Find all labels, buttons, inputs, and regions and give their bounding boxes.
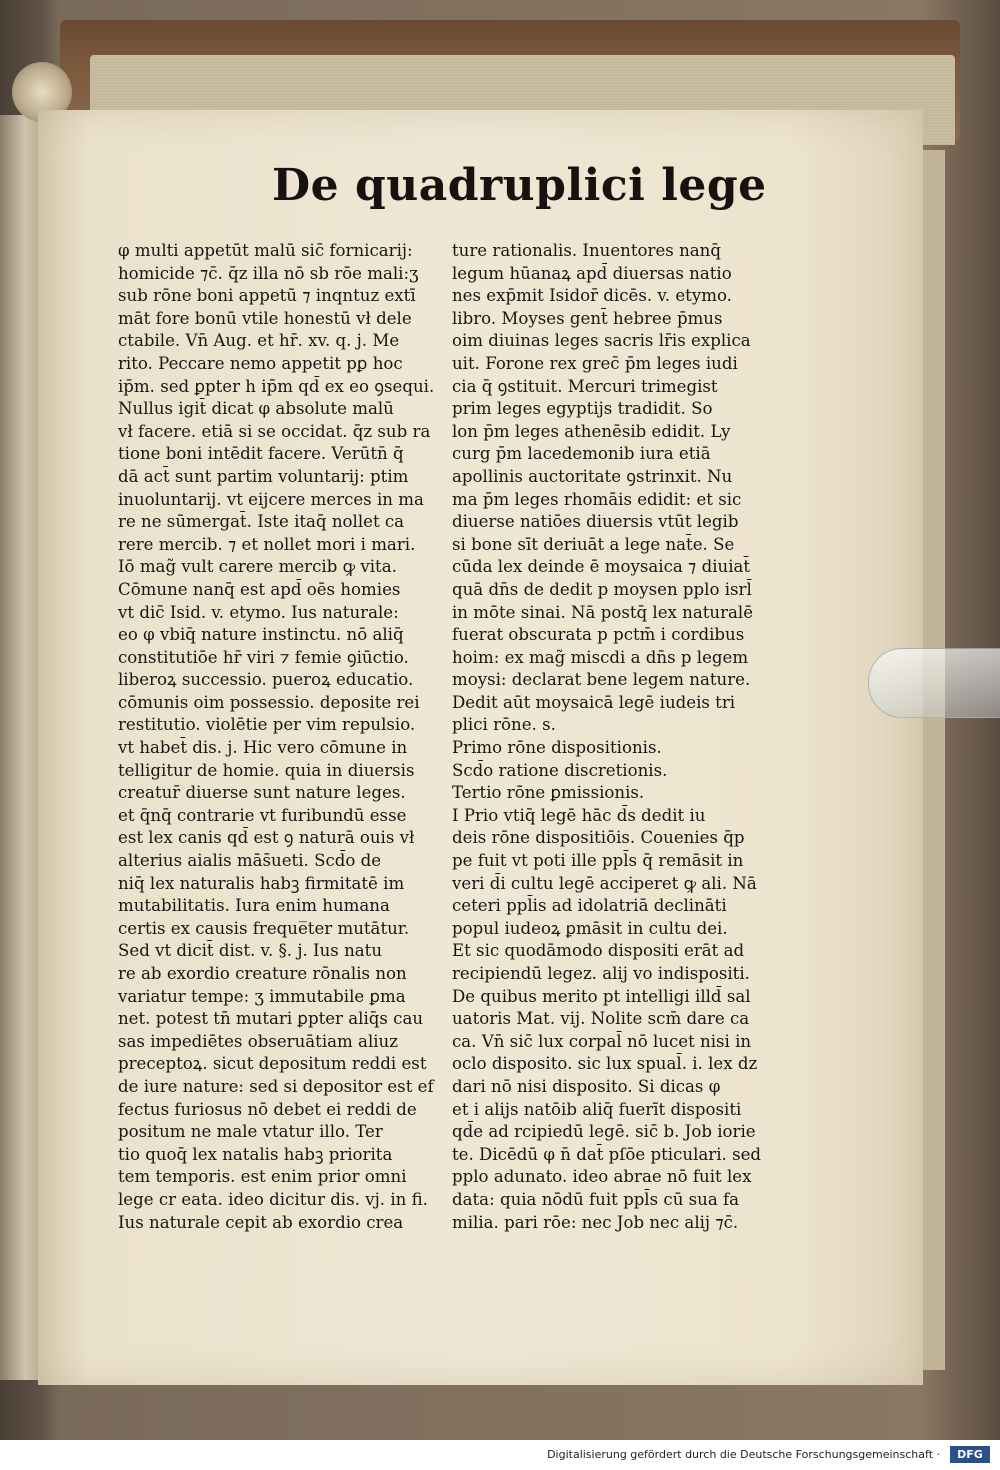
- text-line: qd̄e ad rcipiedū legē. sic̄ b. Job iorie: [452, 1122, 756, 1142]
- text-line: lon p̄m leges athenēsib edidit. Ly: [452, 421, 731, 441]
- text-line: Sed vt dicit̄ dist. v. §. j. Ius natu: [118, 941, 383, 961]
- left-page-edge: [0, 115, 42, 1380]
- text-line: Ius naturale cepit ab exordio crea: [118, 1212, 404, 1232]
- text-line: popul iudeoꝝ ꝑmāsit in cultu dei.: [452, 918, 728, 938]
- text-line: lege cr eata. ideo dicitur dis. vj. in fi.: [118, 1189, 428, 1209]
- page-heading: De quadruplici lege: [272, 160, 767, 211]
- text-line: pe fuit vt poti ille ppl̄s q̄ remāsit in: [452, 851, 744, 871]
- text-line: preceptoꝝ. sicut depositum reddi est: [118, 1054, 427, 1074]
- text-line: niq̄ lex naturalis habꝫ firmitatē im: [118, 873, 405, 893]
- text-line: moysi: declarat bene legem nature.: [452, 670, 751, 690]
- footer-credit: Digitalisierung gefördert durch die Deutsche Forschungsgemeinschaft ·: [547, 1448, 940, 1461]
- text-line: restitutio. violētie per vim repulsio.: [118, 715, 416, 735]
- text-line: ture rationalis. Inuentores nanq̄: [452, 241, 721, 260]
- text-line: fuerat obscurata p pctm̄ i cordibus: [452, 625, 745, 645]
- text-line: alterius aialis mās̄ueti. Scd̄o de: [118, 851, 382, 871]
- text-line: ma p̄m leges rhomāis edidit: et sic: [452, 489, 742, 509]
- text-line: oim diuinas leges sacris lr̄is explica: [452, 331, 751, 351]
- text-line: uit. Forone rex grec̄ p̄m leges iudi: [452, 353, 738, 373]
- text-line: sub rōne boni appetū ⁊ inqntuz extī: [118, 286, 416, 306]
- text-line: prim leges egyptijs tradidit. So: [452, 399, 713, 419]
- text-line: Cōmune nanq̄ est apd̄ oēs homies: [118, 579, 401, 599]
- text-line: curg p̄m lacedemonib iura etiā: [452, 444, 711, 464]
- text-line: Nullus igit̄ dicat φ absolute malū: [118, 399, 394, 419]
- text-line: re ab exordio creature rōnalis non: [118, 964, 407, 983]
- text-line: cōmunis oim possessio. deposite rei: [118, 692, 420, 712]
- text-line: ctabile. Vn̄ Aug. et hr̄. xv. q. j. Me: [118, 331, 400, 351]
- text-line: sas impediētes obseruātiam aliuz: [118, 1031, 398, 1051]
- text-line: inuoluntarij. vt eijcere merces in ma: [118, 489, 424, 509]
- text-line: re ne sūmergat̄. Iste itaq̄ nollet ca: [118, 512, 405, 532]
- text-line: est lex canis qd̄ est ꝯ naturā ouis vł: [118, 828, 415, 848]
- text-line: veri d̄i cultu legē acciperet ꝙ ali. Nā: [452, 873, 757, 893]
- text-line: si bone sīt deriuāt a lege nat̄e. Se: [452, 534, 735, 554]
- text-line: eo φ vbiq̄ nature instinctu. nō aliq̄: [118, 625, 404, 645]
- text-line: te. Dicēdū φ n̄ dat̄ pſōe pticulari. sed: [452, 1144, 762, 1164]
- text-line: cūda lex deinde ē moysaica ⁊ diuiat̄: [452, 557, 751, 577]
- text-line: deis rōne dispositiōis. Couenies q̄p: [452, 828, 745, 848]
- footer-bar: [0, 1440, 1000, 1470]
- text-line: data: quia nōdū fuit ppl̄s cū sua fa: [452, 1189, 740, 1209]
- text-line: milia. pari rōe: nec Job nec alij ⁊c̄.: [452, 1212, 739, 1232]
- text-line: Primo rōne dispositionis.: [452, 738, 662, 758]
- text-line: tio quoq̄ lex natalis habꝫ priorita: [118, 1144, 393, 1164]
- text-line: mutabilitatis. Iura enim humana: [118, 896, 390, 916]
- text-line: certis ex causis freque̅ter mutātur.: [118, 918, 410, 938]
- text-line: telligitur de homie. quia in diuersis: [118, 760, 415, 780]
- text-line: et i alijs natōib aliq̄ fuerīt dispositi: [452, 1099, 742, 1119]
- text-line: in mōte sinai. Nā postq̄ lex naturalē: [452, 602, 754, 622]
- page-clip: [868, 648, 1000, 718]
- text-line: dari nō nisi disposito. Si dicas φ: [452, 1076, 721, 1096]
- text-line: Scd̄o ratione discretionis.: [452, 760, 668, 780]
- text-line: et q̄nq̄ contrarie vt furibundū esse: [118, 805, 407, 825]
- text-line: apollinis auctoritate ꝯstrinxit. Nu: [452, 466, 733, 486]
- text-line: de iure nature: sed si depositor est ef: [118, 1076, 434, 1096]
- text-line: rere mercib. ⁊ et nollet mori i mari.: [118, 534, 416, 554]
- text-line: positum ne male vtatur illo. Ter: [118, 1122, 383, 1142]
- text-line: variatur tempe: ʒ immutabile ꝑma: [118, 986, 406, 1006]
- text-line: diuerse natiōes diuersis vtūt legib: [452, 512, 739, 532]
- text-line: ceteri ppl̄is ad idolatriā declināti: [452, 896, 727, 916]
- text-line: Iō mag̃ vult carere mercib ꝙ vita.: [118, 557, 397, 577]
- text-line: oclo disposito. sic lux spual̄. i. lex dz: [452, 1054, 758, 1074]
- text-line: nes exp̄mit Isidor̄ dicēs. v. etymo.: [452, 286, 732, 306]
- text-line: pplo adunato. ideo abrae nō fuit lex: [452, 1167, 752, 1187]
- text-line: Et sic quodāmodo dispositi erāt ad: [452, 941, 745, 961]
- text-line: net. potest tn̄ mutari ꝑpter aliq̄s cau: [118, 1009, 424, 1029]
- dfg-logo: DFG: [950, 1446, 990, 1463]
- text-line: tem temporis. est enim prior omni: [118, 1167, 407, 1187]
- text-line: dā act̄ sunt partim voluntarij: ptim: [118, 466, 409, 486]
- text-line: liberoꝝ successio. pueroꝝ educatio.: [118, 670, 414, 690]
- text-line: De quibus merito pt intelligi illd̄ sal: [452, 986, 751, 1006]
- text-line: vł facere. etiā si se occidat. q̄z sub ra: [118, 421, 431, 441]
- text-line: vt habet̄ dis. j. Hic vero cōmune in: [118, 738, 408, 758]
- text-line: Dedit aūt moysaicā legē iudeis tri: [452, 692, 736, 712]
- text-line: fectus furiosus nō debet ei reddi de: [118, 1099, 417, 1119]
- text-line: quā dn̄s de dedit p moysen pplo isrl̄: [452, 579, 752, 599]
- text-line: creatur̄ diuerse sunt nature leges.: [118, 783, 406, 803]
- text-line: recipiendū legez. alij vo indispositi.: [452, 964, 750, 983]
- text-line: I Prio vtiq̄ legē hāc d̄s dedit iu: [452, 805, 706, 825]
- text-line: Tertio rōne ꝑmissionis.: [452, 783, 645, 803]
- text-line: tione boni intēdit facere. Verūtn̄ q̄: [118, 444, 404, 464]
- text-line: vt dic̄ Isid. v. etymo. Ius naturale:: [118, 602, 399, 622]
- text-line: ca. Vn̄ sic̄ lux corpal̄ nō lucet nisi in: [452, 1031, 752, 1051]
- text-line: cia q̄ ꝯstituit. Mercuri trimegist: [452, 376, 718, 396]
- text-line: legum hūanaꝝ apd̄ diuersas natio: [452, 263, 732, 283]
- text-line: plici rōne. s.: [452, 715, 556, 735]
- text-line: rito. Peccare nemo appetit pꝑ hoc: [118, 353, 403, 373]
- text-line: māt fore bonū vtile honestū vł dele: [118, 308, 412, 328]
- text-line: uatoris Mat. vij. Nolite scm̄ dare ca: [452, 1009, 750, 1029]
- text-line: libro. Moyses gent̄ hebree p̄mus: [452, 308, 723, 328]
- text-line: φ multi appetūt malū sic̄ fornicarij:: [118, 241, 413, 260]
- text-line: homicide ⁊c̄. q̄z illa nō sb rōe mali:ʒ: [118, 263, 419, 283]
- left-text-column: [118, 240, 448, 1234]
- text-line: ip̄m. sed ꝑpter h ip̄m qd̄ ex eo ꝯsequi.: [118, 376, 435, 396]
- text-line: constitutiōe hr̄ viri ⁊ femie ꝯiūctio.: [118, 647, 409, 667]
- text-line: hoim: ex mag̃ miscdi a dn̄s p legem: [452, 647, 749, 667]
- right-text-column: [452, 240, 764, 1234]
